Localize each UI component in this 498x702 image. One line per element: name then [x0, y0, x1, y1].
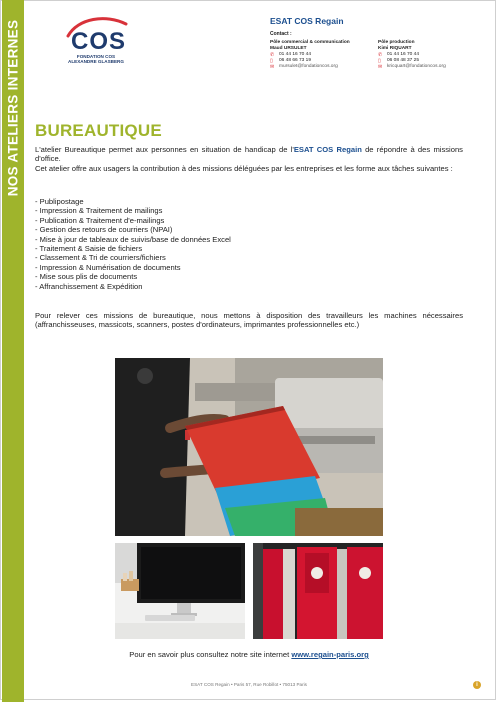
contact-phone[interactable]: 01 44 16 70 44: [387, 52, 420, 57]
contact-email[interactable]: mursulet@fondationcos.org: [279, 64, 338, 69]
page-title: BUREAUTIQUE: [35, 121, 162, 140]
intro-paragraph-2: Cet atelier offre aux usagers la contribution à des missions déléguées par les entreprises et les forme aux tâches suivantes :: [35, 164, 453, 173]
binders-photo-illustration: [253, 543, 383, 639]
intro-paragraph-1: L'atelier Bureautique permet aux personnes en situation de handicap de l'ESAT COS Regain de répondre à des missions d'office.: [35, 145, 463, 164]
list-item: - Mise sous plis de documents: [35, 272, 138, 282]
phone-icon: ✆: [378, 52, 383, 58]
side-band: [2, 0, 24, 702]
contact-commercial: [270, 40, 350, 70]
org-name: ESAT COS Regain: [270, 16, 344, 26]
logo-mark: COS: [71, 28, 127, 55]
list-item: - Classement & Tri de courriers/fichiers: [35, 253, 166, 263]
contact-mobile[interactable]: 06 48 66 73 19: [279, 58, 312, 63]
office-photo-illustration: [115, 358, 383, 536]
list-item: - Mise à jour de tableaux de suivis/base de données Excel: [35, 234, 231, 244]
list-item: - Publication & Traitement d'e-mailings: [35, 215, 165, 225]
list-item: - Traitement & Saisie de fichiers: [35, 244, 143, 254]
contact-production: [378, 40, 446, 70]
list-item: - Impression & Numérisation de documents: [35, 262, 181, 272]
photo-office-work: [115, 358, 383, 536]
cta-line: Pour en savoir plus consultez notre site internet www.regain-paris.org: [129, 650, 369, 659]
list-item: - Impression & Traitement de mailings: [35, 206, 163, 216]
contact-title: Pôle commercial & communication: [270, 40, 350, 45]
closing-paragraph: Pour relever ces missions de bureautique, nous mettons à disposition des travailleurs les machines nécessaires (affranchisseuses, massicots, scanners, postes d'ordinateurs, imprimantes professionnelles etc.): [35, 311, 463, 330]
computer-photo-illustration: [115, 543, 245, 639]
contact-title: Pôle production: [378, 40, 415, 45]
info-icon[interactable]: i: [473, 681, 481, 689]
logo-line-1: FONDATION COS: [76, 54, 116, 59]
fondation-cos-logo: [60, 14, 132, 66]
email-icon: ✉: [378, 64, 383, 70]
photo-red-binders: [253, 543, 383, 639]
contact-phone[interactable]: 01 44 16 70 44: [279, 52, 312, 57]
contact-name: Maud URSULET: [270, 46, 307, 51]
contact-email[interactable]: kricquart@fondationcos.org: [387, 64, 446, 69]
list-item: - Publipostage: [35, 197, 84, 206]
footer-address: ESAT COS Regain • Paris 57, Rue Robillot • 75013 Paris: [191, 682, 307, 687]
email-icon: ✉: [270, 64, 275, 70]
list-item: - Affranchissement & Expédition: [35, 281, 143, 291]
phone-icon: ✆: [270, 52, 275, 58]
contact-label: Contact :: [270, 31, 292, 37]
logo-line-2: ALEXANDRE GLASBERG: [68, 59, 124, 65]
mobile-icon: ▯: [378, 58, 381, 64]
mobile-icon: ▯: [270, 58, 273, 64]
side-band-title: NOS ATELIERS INTERNES: [5, 19, 21, 197]
contact-name: Kimi RIQUART: [378, 46, 412, 51]
esat-link[interactable]: ESAT COS Regain: [293, 145, 362, 154]
list-item: - Gestion des retours de courriers (NPAI): [35, 225, 173, 235]
task-list: [35, 197, 231, 291]
website-link[interactable]: www.regain-paris.org: [291, 650, 369, 659]
photo-computer-desk: [115, 543, 245, 639]
contact-mobile[interactable]: 06 08 48 37 25: [387, 58, 420, 63]
